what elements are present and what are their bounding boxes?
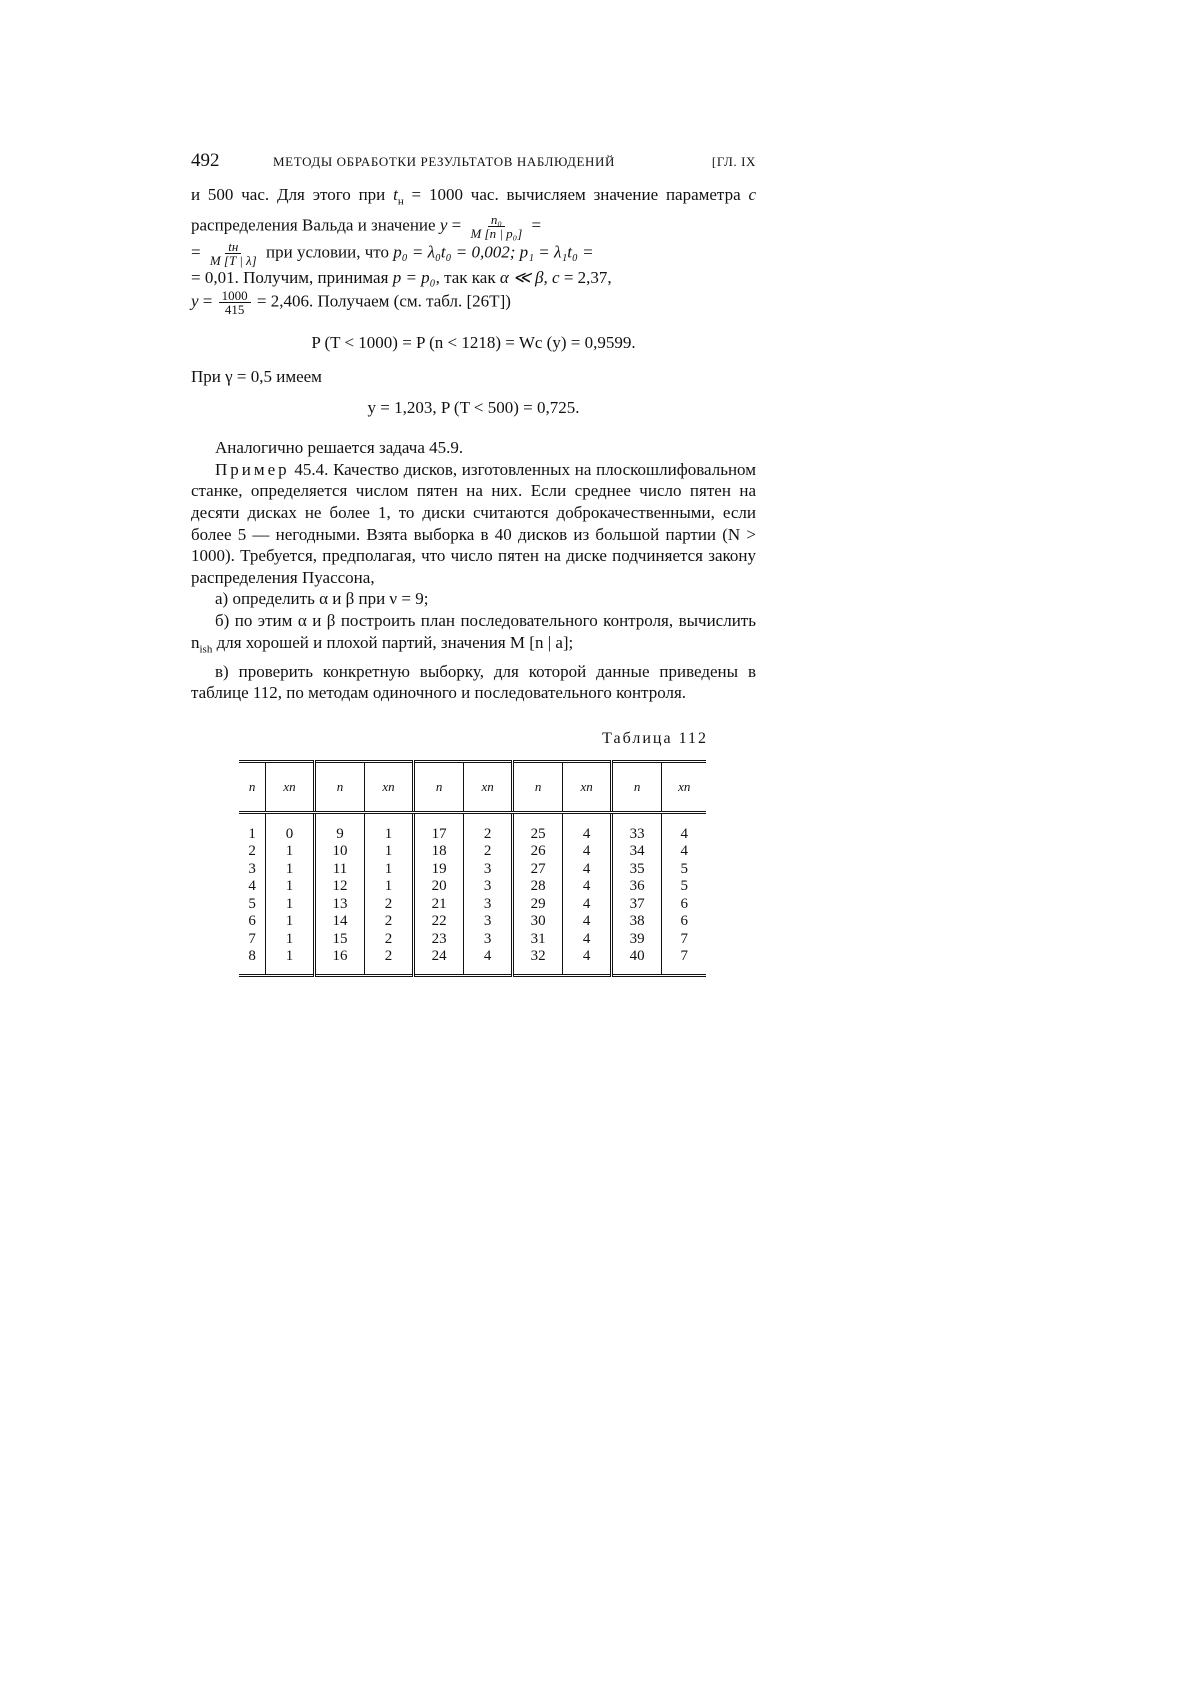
table-cell: 19 [413,861,464,879]
table-cell: 1 [266,948,314,975]
fraction-n0: $\frac{\text{n₀}}{\text{M [n | p₀]}}$ [470,211,523,241]
table-cell: 38 [611,913,662,931]
col-header: n [239,761,266,812]
table-cell: 3 [464,861,512,879]
item-c: в) проверить конкретную выборку, для которой данные приведены в таблице 112, по методам одиночного и последовательного контроля. [191,661,756,703]
example-label: Пример [215,459,290,479]
table-cell: 1 [365,812,413,843]
table-cell: 15 [314,931,365,949]
table-cell: 1 [266,896,314,914]
table-cell: 4 [563,861,611,879]
table-row [239,878,706,896]
formula-probability-1000: P (T < 1000) = P (n < 1218) = Wc (y) = 0,9599. [311,332,636,352]
fraction-1000-415: $\frac{1000}{415}$ [219,289,251,316]
table-cell: 1 [266,931,314,949]
table-cell: 1 [365,843,413,861]
example-45-4 [191,459,756,589]
table-cell: 4 [563,878,611,896]
table-cell: 9 [314,812,365,843]
col-header: n [611,761,662,812]
table-cell: 36 [611,878,662,896]
table-cell: 4 [464,948,512,975]
table-cell: 33 [611,812,662,843]
table-cell: 4 [662,812,706,843]
table-cell: 2 [464,843,512,861]
table-cell: 12 [314,878,365,896]
running-header [191,150,756,184]
table-cell: 24 [413,948,464,975]
table-row [239,931,706,949]
table-cell: 2 [365,896,413,914]
table-cell: 4 [248,878,256,895]
table-cell: 26 [512,843,563,861]
table-cell: 30 [512,913,563,931]
table-cell: 2 [248,843,256,860]
table-cell: 4 [563,931,611,949]
table-cell: 2 [365,948,413,975]
table-cell: 1 [248,825,256,842]
page-number: 492 [191,150,220,171]
table-cell: 1 [266,861,314,879]
table-cell: 1 [266,878,314,896]
col-header: xn [464,761,512,812]
table-cell: 31 [512,931,563,949]
table-cell: 3 [464,896,512,914]
table-cell: 4 [662,843,706,861]
table-cell: 8 [248,948,256,965]
table-cell: 28 [512,878,563,896]
table-cell: 6 [662,896,706,914]
body-line-gamma: При γ = 0,5 имеем [191,366,322,386]
table-cell: 4 [563,913,611,931]
table-row [239,861,706,879]
formula-probability-500: y = 1,203, P (T < 500) = 0,725. [367,398,580,418]
table-cell: 27 [512,861,563,879]
example-body: 45.4. Качество дисков, изготовленных на плоскошлифовальном станке, определяется числом пятен на них. Если среднее число пятен на десяти дисках не более 1, то диски считаются доброкачественными, если более 5 — негодными. Взята выборка в 40 дисков из большой партии (N > 1000). Требуется, предполагая, что число пятен на диске подчиняется закону распределения Пуассона, [191,459,756,587]
item-a: а) определить α и β при ν = 9; [215,589,429,609]
table-cell: 25 [512,812,563,843]
table-cell: 39 [611,931,662,949]
table-row [239,812,706,843]
table-cell: 2 [464,812,512,843]
table-cell: 5 [662,861,706,879]
table-cell: 2 [365,931,413,949]
table-cell: 29 [512,896,563,914]
table-cell: 1 [365,878,413,896]
table-cell: 7 [248,930,256,947]
table-cell: 4 [563,843,611,861]
col-header: n [512,761,563,812]
table-cell: 7 [662,931,706,949]
chapter-label: [ГЛ. IX [711,154,756,169]
table-cell: 32 [512,948,563,975]
table-cell: 37 [611,896,662,914]
table-cell: 7 [662,948,706,975]
table-cell: 1 [365,861,413,879]
table-cell: 20 [413,878,464,896]
col-header: xn [662,761,706,812]
item-b: б) по этим α и β построить план последовательного контроля, вычислить $n_{ish}$ для хорошей и плохой партий, значения M [n | a]; [191,610,756,655]
table-cell: 21 [413,896,464,914]
table-cell: 1 [266,913,314,931]
table-cell: 3 [464,913,512,931]
table-cell: 6 [248,913,256,930]
table-cell: 4 [563,812,611,843]
table-cell: 40 [611,948,662,975]
body-paragraph-1: и 500 час. Для этого при $t_н = 1000$ час. вычисляем значение параметра c распределения Вальда и значение y = $\frac{\text{n₀}}{\text{M [n | p₀]}}$ = = $\frac{tн}{M [T | \lambda]}$ при условии, что p₀ = λ₀t₀ = 0,002; p₁ = λ₁t₀ = = 0,01. Получим, принимая p = p₀, так как α ≪ β, c = 2,37, y = $\frac{1000}{415}$ = 2,406. Получаем (см. табл. [26Т]) [191,185,756,317]
table-cell: 6 [662,913,706,931]
table-cell: 16 [314,948,365,975]
table-cell: 5 [248,895,256,912]
table-caption: Таблица 112 [602,729,708,747]
table-cell: 11 [314,861,365,879]
table-cell: 18 [413,843,464,861]
table-cell: 10 [314,843,365,861]
table-cell: 5 [662,878,706,896]
table-cell: 14 [314,913,365,931]
table-cell: 0 [266,812,314,843]
table-row [239,896,706,914]
table-cell: 3 [464,878,512,896]
data-table-112 [239,760,706,977]
table-cell: 4 [563,896,611,914]
running-title: МЕТОДЫ ОБРАБОТКИ РЕЗУЛЬТАТОВ НАБЛЮДЕНИЙ [273,154,615,169]
table-cell: 2 [365,913,413,931]
fraction-tn: $\frac{tн}{M [T | \lambda]}$ [209,238,257,268]
table-cell: 23 [413,931,464,949]
table-row [239,843,706,861]
table-cell: 35 [611,861,662,879]
body-analog: Аналогично решается задача 45.9. [215,438,464,458]
col-header: xn [365,761,413,812]
col-header: xn [266,761,314,812]
col-header: xn [563,761,611,812]
table-row [239,948,706,975]
table-cell: 22 [413,913,464,931]
table-cell: 3 [248,860,256,877]
table-cell: 3 [464,931,512,949]
table-header-row [239,761,706,812]
col-header: n [413,761,464,812]
table-row [239,913,706,931]
table-cell: 34 [611,843,662,861]
book-page [191,150,756,977]
table-cell: 17 [413,812,464,843]
col-header: n [314,761,365,812]
table-cell: 13 [314,896,365,914]
table-cell: 1 [266,843,314,861]
table-cell: 4 [563,948,611,975]
